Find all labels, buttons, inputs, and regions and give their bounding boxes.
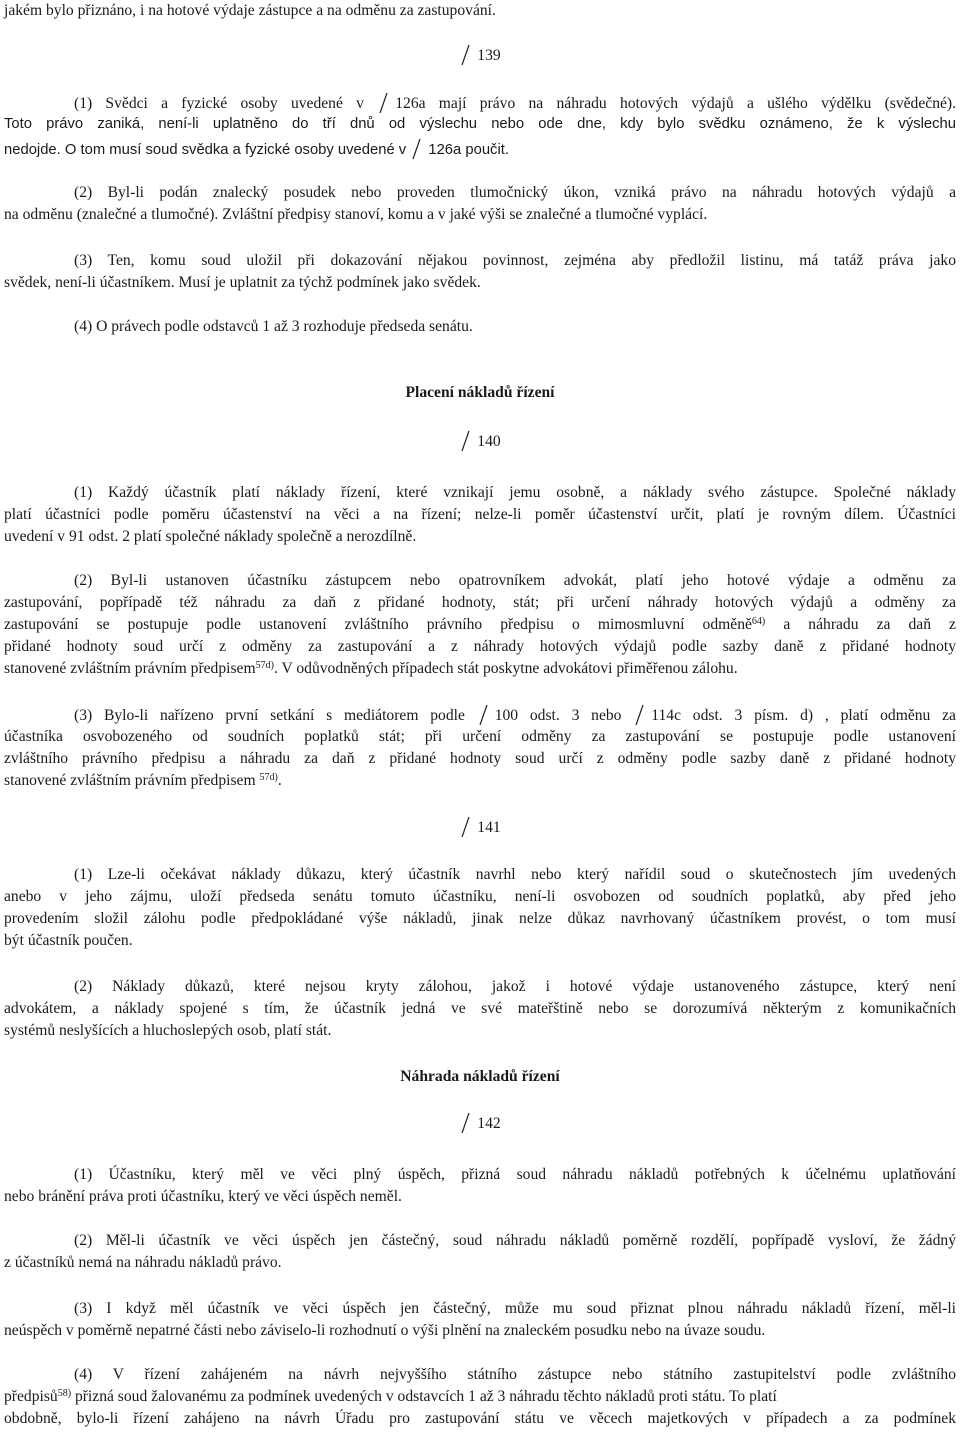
text-line: nedojde. O tom musí soud svědka a fyzické osoby uvedené v 126a poučit. bbox=[4, 138, 956, 162]
text-line: (1) Svědci a fyzické osoby uvedené v 126a mají právo na náhradu hotových výdajů a ušlého výdělku (svědečné). bbox=[4, 92, 956, 115]
text-line: stanovené zvláštním právním předpisem $^{57d)}$. bbox=[4, 772, 282, 789]
footnote-ref: 57d) bbox=[259, 772, 278, 783]
text-line: (3) Ten, komu soud uložil při dokazování nějakou povinnost, zejména aby předložil listinu, má tatáž práva jako bbox=[74, 252, 956, 269]
text-line: (1) Každý účastník platí náklady řízení, které vznikají jemu osobně, a náklady svého zástupce. Společné náklady bbox=[74, 484, 956, 501]
text-line: zvláštního právního předpisu a náhradu za daň z přidané hodnoty soud určí z odměny podle sazby daně z přidané hodnoty bbox=[4, 750, 956, 767]
text-line: stanovené zvláštním právním předpisem$^{57d)}$. V odůvodněných případech stát poskytne advokátovi přiměřenou zálohu. bbox=[4, 660, 738, 677]
heading-nahrada-nakladu: Náhrada nákladů řízení bbox=[400, 1068, 560, 1085]
text-line: na odměnu (znalečné a tlumočné). Zvláštní předpisy stanoví, komu a v jaké výši se znalečné a tlumočné vyplácí. bbox=[4, 206, 708, 223]
text-line: advokátem, a náklady spojené s tím, že účastník jedná ve své mateřštině nebo se dorozumívá některým z komunikačních bbox=[4, 1000, 956, 1017]
text-line: z účastníků nemá na náhradu nákladů právo. bbox=[4, 1254, 282, 1271]
text-line: obdobně, bylo-li řízení zahájeno na návrh Úřadu pro zastupování státu ve věcech majetkových v případech a za podmínek bbox=[4, 1410, 956, 1427]
text-line: platí účastníci podle poměru účastenství na věci a na řízení; nelze-li poměr účastenství určit, platí je rovným dílem. Účastníci bbox=[4, 506, 956, 523]
text-line: (3) I když měl účastník ve věci úspěch jen částečný, může mu soud přiznat plnou náhradu nákladů řízení, měl-li bbox=[74, 1300, 956, 1317]
text-line: zastupování se postupuje podle ustanovení zvláštního právního předpisu o mimosmluvní odměně$^{64)}$ a náhradu za daň z bbox=[4, 616, 956, 633]
text-line: (2) Byl-li podán znalecký posudek nebo proveden tlumočnický úkon, vzniká právo na náhradu hotových výdajů a bbox=[74, 184, 956, 201]
text-line: anebo v jeho zájmu, uloží předseda senátu tomuto účastníku, není-li osvobozen od soudních poplatků, aby před jeho bbox=[4, 888, 956, 905]
heading-placeni-nakladu: Placení nákladů řízení bbox=[405, 384, 555, 401]
text-line: (1) Lze-li očekávat náklady důkazu, který účastník navrhl nebo který nařídil soud o skutečnostech jím uvedených bbox=[74, 866, 956, 883]
section-sign-icon bbox=[459, 44, 472, 66]
section-sign-icon bbox=[477, 704, 490, 726]
section-sign-icon bbox=[459, 430, 472, 452]
text-line: svědek, není-li účastníkem. Musí je uplatnit za týchž podmínek jako svědek. bbox=[4, 274, 481, 291]
text-line: provedením složil zálohu podle předpokládané výše nákladů, jinak nelze důkaz navrhovaný účastníkem provést, o tom musí bbox=[4, 910, 956, 927]
section-marker-140 bbox=[4, 430, 956, 453]
text-line: neúspěch v poměrně nepatrné části nebo záviselo-li rozhodnutí o výši plnění na znaleckém posudku nebo na úvaze soudu. bbox=[4, 1322, 766, 1339]
section-sign-icon bbox=[459, 816, 472, 838]
section-sign-icon bbox=[377, 92, 390, 114]
text-line: (3) Bylo-li nařízeno první setkání s mediátorem podle 100 odst. 3 nebo 114c odst. 3 písm. d) , platí odměnu za bbox=[4, 704, 956, 727]
text-line: (4) O právech podle odstavců 1 až 3 rozhoduje předseda senátu. bbox=[74, 318, 473, 335]
text-line: (4) V řízení zahájeném na návrh nejvyššího státního zástupce nebo státního zastupitelství podle zvláštního bbox=[74, 1366, 956, 1383]
text-line: (2) Byl-li ustanoven účastníku zástupcem nebo opatrovníkem advokát, platí jeho hotové výdaje a odměnu za bbox=[74, 572, 956, 589]
footnote-ref: 58) bbox=[57, 1388, 72, 1399]
footnote-ref: 64) bbox=[751, 616, 766, 627]
section-number: 139 bbox=[477, 47, 501, 64]
section-number: 140 bbox=[477, 433, 501, 450]
section-sign-icon bbox=[459, 1112, 472, 1134]
text-line: (2) Náklady důkazů, které nejsou kryty zálohou, jakož i hotové výdaje ustanoveného zástupce, který není bbox=[74, 978, 956, 995]
text-line: jakém bylo přiznáno, i na hotové výdaje zástupce a na odměnu za zastupování. bbox=[4, 2, 496, 19]
text-line: (2) Měl-li účastník ve věci úspěch jen částečný, soud náhradu nákladů poměrně rozdělí, popřípadě vysloví, že žádný bbox=[74, 1232, 956, 1249]
footnote-ref: 57d) bbox=[255, 660, 274, 671]
section-marker-142 bbox=[4, 1112, 956, 1135]
text-line: Toto právo zaniká, není-li uplatněno do tří dnů od výslechu nebo ode dne, kdy bylo svědku oznámeno, že k výslechu bbox=[4, 116, 956, 132]
section-marker-139 bbox=[4, 44, 956, 67]
text-line: zastupování, popřípadě též náhradu za daň z přidané hodnoty, stát; při určení náhrady hotových výdajů a odměny za bbox=[4, 594, 956, 611]
text-line: účastníka osvobozeného od soudních poplatků stát; při určení odměny za zastupování se postupuje podle ustanovení bbox=[4, 728, 956, 745]
section-sign-icon bbox=[633, 704, 646, 726]
text-line: nebo bránění práva proti účastníku, který ve věci úspěch neměl. bbox=[4, 1188, 402, 1205]
section-number: 142 bbox=[477, 1115, 501, 1132]
section-sign-icon bbox=[410, 138, 423, 160]
text-line: být účastník poučen. bbox=[4, 932, 133, 949]
text-line: systémů neslyšících a hluchoslepých osob, platí stát. bbox=[4, 1022, 332, 1039]
section-marker-141 bbox=[4, 816, 956, 839]
text-line: předpisů$^{58)}$ přizná soud žalovanému za podmínek uvedených v odstavcích 1 až 3 náhradu těchto nákladů proti státu. To platí bbox=[4, 1388, 777, 1405]
text-line: uvedení v 91 odst. 2 platí společné náklady společně a nerozdílně. bbox=[4, 528, 417, 545]
text-line: (1) Účastníku, který měl ve věci plný úspěch, přizná soud náhradu nákladů potřebných k účelnému uplatňování bbox=[74, 1166, 956, 1183]
text-line: přidané hodnoty soud určí z odměny za zastupování a z náhrady hotových výdajů podle sazby daně z přidané hodnoty bbox=[4, 638, 956, 655]
section-number: 141 bbox=[477, 819, 501, 836]
